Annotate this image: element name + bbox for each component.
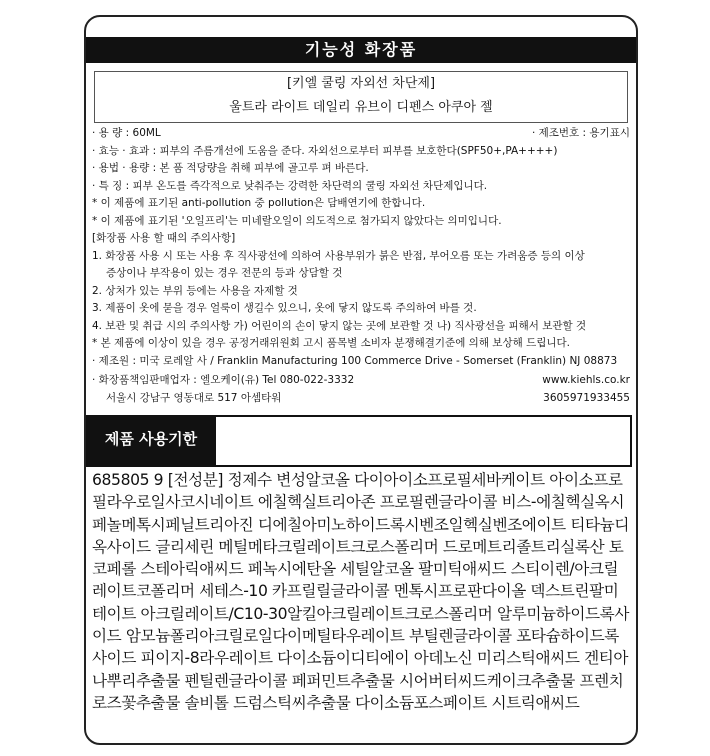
caution-2: 2. 상처가 있는 부위 등에는 사용을 자제할 것 xyxy=(92,284,298,297)
barcode-number: 3605971933455 xyxy=(543,391,630,404)
product-name-box xyxy=(94,71,628,123)
distributor: · 화장품책임판매업자 : 엘오케이(유) Tel 080-022-3332 xyxy=(92,374,355,386)
product-info xyxy=(92,125,630,407)
expiry-label: 제품 사용기한 xyxy=(86,417,216,465)
compensation: * 본 제품에 이상이 있을 경우 공정거래위원회 고시 품목별 소비자 분쟁해결기준에 의해 보상해 드립니다. xyxy=(92,337,570,349)
efficacy: · 효능 · 효과 : 피부의 주름개선에 도움을 준다. 자외선으로부터 피부를 보호한다(SPF50+,PA++++) xyxy=(92,144,558,157)
address: 서울시 강남구 영동대로 517 아셈타워 xyxy=(106,391,282,404)
caution-3: 3. 제품이 옷에 묻을 경우 얼룩이 생길수 있으니, 옷에 닿지 않도록 주의하여 바를 것. xyxy=(92,302,477,314)
caution-1: 1. 화장품 사용 시 또는 사용 후 직사광선에 의하여 사용부위가 붉은 반점, 부어오름 또는 가려움증 등의 이상 xyxy=(92,249,585,262)
expiry-box xyxy=(86,415,632,467)
usage: · 용법 · 용량 : 본 품 적당량을 취해 피부에 골고루 펴 바른다. xyxy=(92,162,369,174)
caution-1b: 증상이나 부작용이 있는 경우 전문의 등과 상담할 것 xyxy=(106,267,343,279)
website: www.kiehls.co.kr xyxy=(542,374,630,386)
lot-number: · 제조번호 : 용기표시 xyxy=(531,127,630,139)
note-oilfree: * 이 제품에 표기된 '오일프리'는 미네랄오일이 의도적으로 첨가되지 않았다는 의미입니다. xyxy=(92,214,502,227)
feature: · 특 징 : 피부 온도를 즉각적으로 낮춰주는 강력한 차단력의 쿨링 자외선 차단제입니다. xyxy=(92,179,488,192)
note-pollution: * 이 제품에 표기된 anti-pollution 중 pollution은 담배연기에 한합니다. xyxy=(92,197,426,209)
caution-title: [화장품 사용 할 때의 주의사항] xyxy=(92,232,236,244)
manufacturer: · 제조원 : 미국 로레알 사 / Franklin Manufacturing 100 Commerce Drive - Somerset (Franklin) NJ 08873 xyxy=(92,354,618,367)
product-line-2: 울트라 라이트 데일리 유브이 디펜스 아쿠아 젤 xyxy=(229,100,493,115)
caution-4: 4. 보관 및 취급 시의 주의사항 가) 어린이의 손이 닿지 않는 곳에 보관할 것 나) 직사광선을 피해서 보관할 것 xyxy=(92,319,587,332)
volume: · 용 량 : 60ML xyxy=(92,127,161,139)
label-header: 기능성 화장품 xyxy=(86,37,636,63)
product-label xyxy=(84,15,638,745)
product-line-1: [키엘 쿨링 자외선 차단제] xyxy=(286,76,436,91)
ingredients: 685805 9 [전성분] 정제수 변성알코올 다이아이소프로필세바케이트 아이소프로필라우로일사코시네이트 에칠헥실트리아존 프로필렌글라이콜 비스-에칠헥실옥시페놀메톡시페닐트리아진 디에칠아미노하이드록시벤조일헥실벤조에이트 티타늄디옥사이드 글리세린 메틸메타크릴레이트크로스폴리머 드로메트리졸트리실록산 토코페롤 스테아릭애씨드 페녹시에탄올 세틸알코올 팔미틱애씨드 스티이렌/아크릴레이트코폴리머 세테스-10 카프릴릴글라이콜 멘톡시프로판다이올 덱스트린팔미테이트 아크릴레이트/C10-30알킬아크릴레이트크로스폴리머 알루미늄하이드록사이드 암모늄폴리아크릴로일다이메틸타우레이트 부틸렌글라이콜 포타슘하이드록사이드 피이지-8라우레이트 다이소듐이디티에이 아데노신 미리스틱애씨드 겐티아나뿌리추출물 펜틸렌글라이콜 페퍼민트추출물 시어버터씨드케이크추출물 프렌치로즈꽃추출물 솔비톨 드럼스틱씨추출물 다이소듐포스페이트 시트릭애씨드 xyxy=(92,471,630,712)
